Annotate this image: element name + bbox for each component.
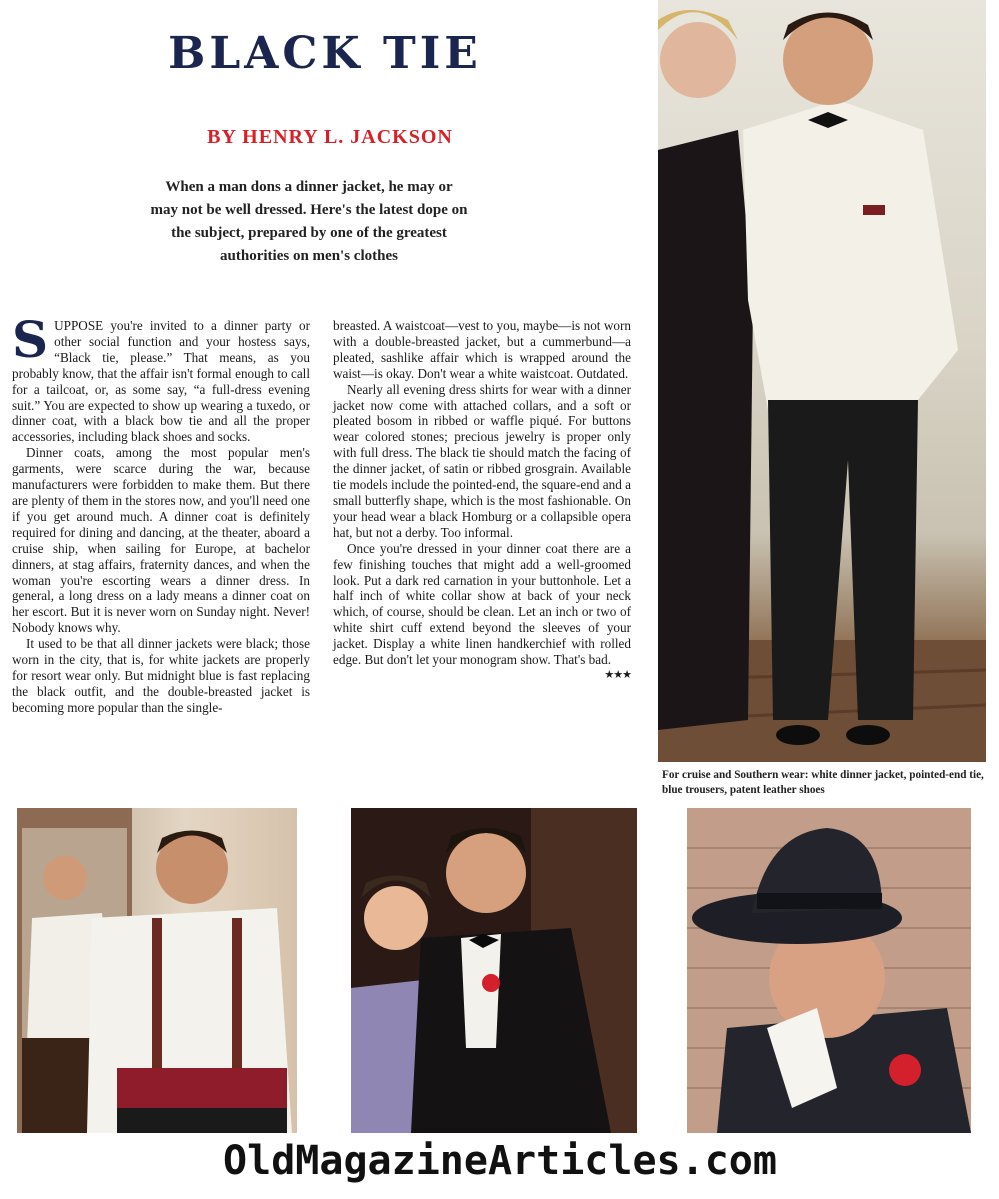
article-title: BLACK TIE [168,28,482,79]
photo-couple-dancing [351,808,637,1133]
paragraph: SUPPOSE you're invited to a dinner party or other social function and your hostess says, “Black tie, please.” That means, as you probably know, that the affair isn't formal enough to call for a tailcoat, or, as some say, “a full-dress evening suit.” You are expected to show up wearing a tuxedo, or dinner coat, with a black bow tie and all the proper accessories, including black shoes and socks. [12,310,310,445]
drop-cap: S [12,310,49,369]
photo-man-homburg-hat [687,808,971,1133]
photo-illustration [687,808,971,1133]
paragraph: Once you're dressed in your dinner coat there are a few finishing touches that might add a well-groomed look. Put a dark red carnation in your buttonhole. Let a half inch of white collar show at back of your neck which, of course, should be clean. Let an inch or two of white shirt cuff extend beyond the sleeves of your jacket. Display a white linen handkerchief with rolled edge. But don't let your monogram show. That's bad. ★★★ [333,540,631,681]
site-watermark: OldMagazineArticles.com [223,1138,777,1184]
photo-caption: For cruise and Southern wear: white dinner jacket, pointed-end tie, blue trousers, patent leather shoes [662,769,984,796]
photo-illustration [17,808,297,1133]
paragraph: It used to be that all dinner jackets were black; those worn in the city, that is, for white jackets are properly for resort wear only. But midnight blue is fast replacing the black outfit, and the double-breasted jacket is becoming more popular than the single- [12,636,310,715]
body-column-2 [333,318,631,683]
photo-illustration [658,0,986,762]
body-column-1 [12,310,310,716]
article-dek: When a man dons a dinner jacket, he may or may not be well dressed. Here's the latest dope on the subject, prepared by one of the greatest authorities on men's clothes [150,179,468,264]
end-mark: ★★★ [604,668,631,681]
paragraph: Dinner coats, among the most popular men's garments, were scarce during the war, because manufacturers were forbidden to make them. But there are plenty of them in the stores now, and you'll need one if you get around much. A dinner coat is definitely required for dining and dancing, at the theater, aboard a cruise ship, when sailing for Europe, at bachelor dinners, at stag affairs, fraternity dances, and when the woman you're escorting wears a dinner dress. In general, a long dress on a lady means a dinner coat on her escort. But it is never worn on Sunday night. Never! Nobody knows why. [12,445,310,636]
paragraph: Nearly all evening dress shirts for wear with a dinner jacket now come with attached collars, and a soft or pleated bosom in ribbed or waffle piqué. For buttons wear colored stones; precious jewelry is proper only with full dress. The black tie should match the facing of the dinner jacket, of satin or ribbed grosgrain. Available tie models include the pointed-end, the square-end and a small butterfly shape, which is the most fashionable. On your head wear a black Homburg or a collapsible opera hat, but not a derby. Too informal. [333,381,631,540]
photo-man-at-mirror [17,808,297,1133]
photo-illustration [351,808,637,1133]
photo-couple-white-dinner-jacket [658,0,986,762]
paragraph: breasted. A waistcoat—vest to you, maybe—is not worn with a double-breasted jacket, but a cummerbund—a pleated, sashlike affair which is wrapped around the waist—is okay. Don't wear a white waistcoat. Outdated. [333,318,631,381]
byline: BY HENRY L. JACKSON [207,126,453,148]
